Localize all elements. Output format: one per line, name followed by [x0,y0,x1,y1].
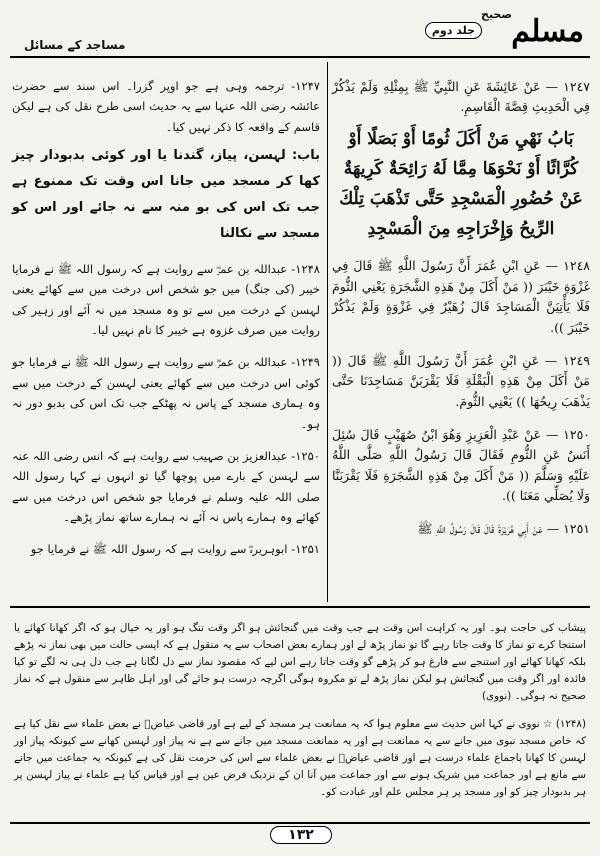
page-number: ۱۳۲ [270,826,332,844]
arabic-chapter-heading: بَابُ نَهْيِ مَنْ أَكَلَ ثُومًا أَوْ بَصَلًا أَوْ كُرَّاثًا أَوْ نَحْوَهَا مِمَّا لَهُ رَائِحَةٌ كَرِيهَةٌ عَنْ حُضُورِ الْمَسْجِدِ حَتَّى تَذْهَبَ تِلْكَ الرِّيحُ وَإِخْرَاجِهِ مِنَ الْمَسْجِدِ [339,128,583,239]
urdu-hadith-1249: ۱۲۴۹- عبداللہ بن عمرؓ سے روایت ہے رسول اللہ ﷺ نے فرمایا جو کوئی اس درخت میں سے کھائے یعنی لہسن کے درخت میں سے وہ ہماری مسجد کے پاس نہ پھٹکے جب تک اس کی بدبو دور نہ ہو۔ [12,355,320,431]
footnote-paragraph: (۱۲۴۸) ☆ نووی نے کہا اس حدیث سے معلوم ہوا کہ یہ ممانعت ہر مسجد کے لیے ہے اور قاضی عیاضؒ نے بعض علماء سے نقل کیا ہے کہ خاص مسجد نبوی میں جانے سے یہ ممانعت ہے اور یہ ممانعت مسجد میں جانے سے ہے نہ پیاز اور لہسن کھانے سے کیونکہ پیاز اور لہسن کا کھانا باجماع علماء درست ہے اور قاضی عیاضؒ نے بعض علماء سے اس کی حرمت نقل کی ہے کیونکہ یہ جماعت میں جانے سے مانع ہے اور جماعت میں شریک ہونے سے اور جماعت میں آنا ان کے نزدیک فرض عین ہے اور قیاس کیا ہے علماء نے پیاز لہسن پر ہر بدبودار چیز کو اور مسجد پر ہر مجلس علم اور عبادت کو۔ [14,717,586,798]
footnotes [14,610,586,804]
arabic-hadith-1248: ١٢٤٨ — عَنِ ابْنِ عُمَرَ أَنَّ رَسُولَ اللَّهِ ﷺ قَالَ فِي غَزْوَةِ خَيْبَرَ (( مَنْ أَكَلَ مِنْ هَذِهِ الشَّجَرَةِ يَعْنِي الثُّومَ فَلَا يَأْتِيَنَّ الْمَسَاجِدَ قَالَ زُهَيْرٌ فِي غَزْوَةٍ وَلَمْ يَذْكُرْ خَيْبَرَ )). [332,258,590,335]
footnote-paragraph: پیشاب کی حاجت ہو۔ اور یہ کراہت اس وقت ہے جب وقت میں گنجائش ہو اگر وقت تنگ ہو اور یہ خیال ہو کہ اگر کھانا کھائے یا استنجا کرے تو نماز کا وقت جاتا رہے گا تو نماز پڑھ لے اور ہمارے بعض اصحاب سے یہ منقول ہے کہ ایسی حالت میں بھی نماز نہ پڑھے بلکہ کھانا کھائے اور استنجے سے فارغ ہو کر پڑھے گو وقت جاتا رہے اس لیے کہ مقصود نماز سے دل لگانا ہے جب دل ہی نہ لگے تو کیا فائدہ اور اگر وقت میں گنجائش ہو لیکن نماز پڑھ لے تو مکروہ ہوگی اگرچہ درست ہو جائے گی اور اہل ظاہر سے منقول ہے کہ نماز صحیح نہ ہوگی۔ (نووی) [14,622,586,703]
urdu-hadith-1251: ۱۲۵۱- ابوہریرہؓ سے روایت ہے کہ رسول اللہ ﷺ نے فرمایا جو [30,542,320,556]
footnote-divider [10,606,590,608]
urdu-hadith-1250: ۱۲۵۰- عبدالعزیز بن صہیب سے روایت ہے کہ انس رضی اللہ عنہ سے لہسن کے بارے میں پوچھا گیا تو انہوں نے کہا رسول اللہ صلی اللہ علیہ وسلم نے فرمایا جو شخص اس درخت میں سے کھائے وہ ہمارے پاس نہ آئے نہ ہمارے ساتھ نماز پڑھے۔ [12,448,320,524]
arabic-hadith-1251: ١٢٥١ — عَنْ أَبِي هُرَيْرَةَ قَالَ قَالَ رَسُولُ اللَّهِ ﷺ [417,521,590,536]
running-title: مساجد کے مسائل [24,38,126,52]
column-divider [327,62,328,602]
urdu-column [12,64,320,566]
title-prefix: صحیح [481,8,512,21]
urdu-hadith-1248: ۱۲۴۸- عبداللہ بن عمرؓ سے روایت ہے کہ رسول اللہ ﷺ نے فرمایا خیبر (کی جنگ) میں جو شخص اس درخت میں سے کھائے یعنی لہسن کے درخت میں سے تو وہ مسجد میں نہ آئے اور زہیر کی روایت میں صرف غزوہ ہے خیبر کا نام نہیں لیا۔ [12,261,320,337]
book-title: مسلم [511,14,584,49]
volume-badge: جلد دوم [425,22,482,39]
page-header [10,8,590,58]
arabic-column [332,64,590,546]
urdu-hadith-1247: ۱۲۴۷- ترجمہ وہی ہے جو اوپر گزرا۔ اس سند سے حضرت عائشہ رضی اللہ عنہا سے یہ حدیث اسی طرح نقل کی ہے لیکن قاسم کے واقعہ کا ذکر نہیں کیا۔ [12,78,320,134]
urdu-chapter-heading: باب: لہسن، پیاز، گندنا یا اور کوئی بدبودار چیز کھا کر مسجد میں جانا اس وقت تک ممنوع ہے جب تک اس کی بو منہ سے نہ جائے اور اس کو مسجد سے نکالنا [12,148,320,241]
arabic-hadith-1250: ١٢٥٠ — عَنْ عَبْدِ الْعَزِيزِ وَهُوَ ابْنُ صُهَيْبٍ قَالَ سُئِلَ أَنَسٌ عَنِ الثُّومِ فَقَالَ قَالَ رَسُولُ اللَّهِ صَلَّى اللَّهُ عَلَيْهِ وَسَلَّمَ (( مَنْ أَكَلَ مِنْ هَذِهِ الشَّجَرَةِ فَلَا يَقْرَبَنَّا وَلَا يُصَلِّي مَعَنَا )). [332,426,590,503]
footer-divider [10,822,590,824]
arabic-hadith-1247: ١٢٤٧ — عَنْ عَائِشَةَ عَنِ النَّبِيِّ ﷺ بِمِثْلِهِ وَلَمْ يَذْكُرْ فِي الْحَدِيثِ قِصَّةَ الْقَاسِمِ. [332,78,590,114]
arabic-hadith-1249: ١٢٤٩ — عَنِ ابْنِ عُمَرَ أَنَّ رَسُولَ اللَّهِ ﷺ قَالَ (( مَنْ أَكَلَ مِنْ هَذِهِ الْبَقْلَةِ فَلَا يَقْرَبَنَّ مَسَاجِدَنَا حَتَّى يَذْهَبَ رِيحُهَا )) يَعْنِي الثُّومَ. [332,352,590,409]
header-divider [10,56,590,58]
